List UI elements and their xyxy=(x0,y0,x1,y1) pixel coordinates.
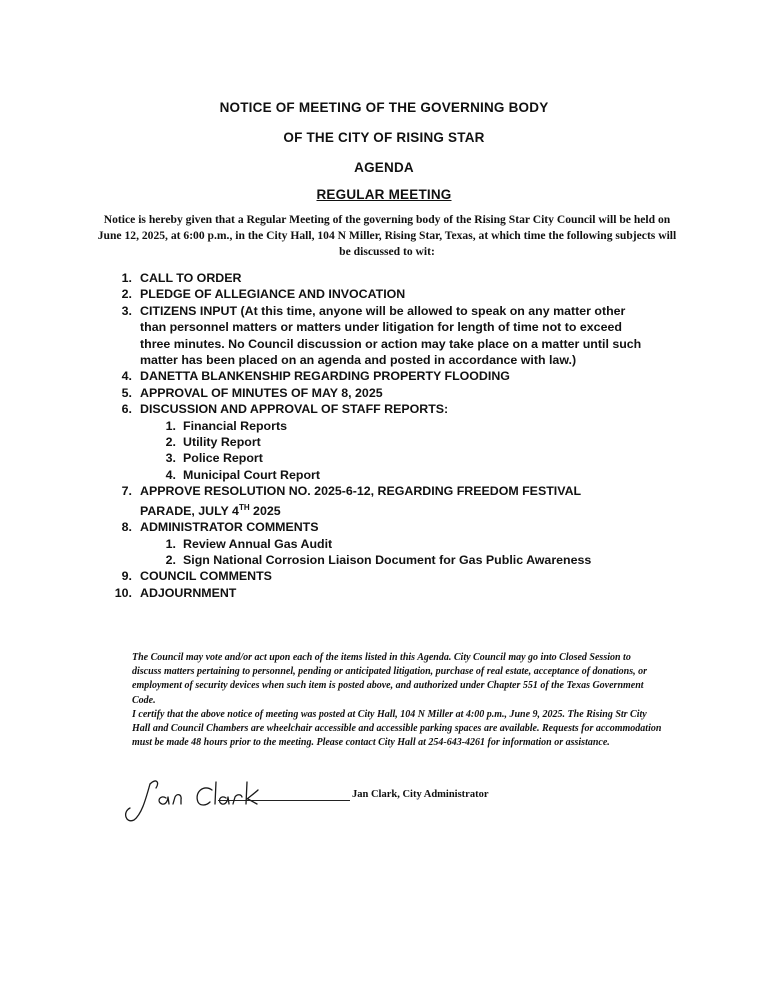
sub-item xyxy=(104,536,664,552)
sub-item xyxy=(104,552,664,568)
agenda-item xyxy=(104,286,664,302)
agenda-item xyxy=(104,568,664,584)
heading-line-2: OF THE CITY OF RISING STAR xyxy=(283,130,485,145)
signatory-name: Jan Clark, City Administrator xyxy=(352,789,489,800)
item-title: ADMINISTRATOR COMMENTS xyxy=(140,520,319,535)
sub-item-number: 4. xyxy=(165,467,176,482)
sub-item-label: Municipal Court Report xyxy=(183,467,320,482)
item-title: CALL TO ORDER xyxy=(140,271,242,285)
item-title: DANETTA BLANKENSHIP REGARDING PROPERTY FLOODING xyxy=(140,369,510,384)
item-number: 3. xyxy=(121,303,132,318)
sub-item-number: 1. xyxy=(165,418,176,433)
item-number: 4. xyxy=(121,369,132,384)
legal-footer xyxy=(132,651,662,750)
sub-item-label: Police Report xyxy=(183,451,263,466)
item-number: 2. xyxy=(121,287,132,302)
agenda-item xyxy=(104,401,664,417)
agenda-list xyxy=(104,270,664,601)
sub-item-number: 3. xyxy=(165,451,176,466)
closed-session-notice: The Council may vote and/or act upon each of the items listed in this Agenda. City Council may go into Closed Session to discuss matters pertaining to personnel, pending or anticipated litigation, purchase of real estate, acceptance of donations, or employment of security devices when such item is posted above, and authorized under Chapter 551 of the Texas Government Code. xyxy=(132,652,648,706)
heading-regular-meeting xyxy=(0,187,768,202)
heading-regular-meeting-text: REGULAR MEETING xyxy=(316,187,452,202)
item-number: 7. xyxy=(121,484,132,499)
agenda-item xyxy=(104,483,664,519)
meeting-notice: Notice is hereby given that a Regular Meeting of the governing body of the Rising Star City Council will be held on June 12, 2025, at 6:00 p.m., in the City Hall, 104 N Miller, Rising Star, Texas, at which time the following subjects will be discussed to wit: xyxy=(97,213,677,258)
sub-item xyxy=(104,418,664,434)
sub-item-number: 2. xyxy=(165,435,176,450)
item-title: APPROVE RESOLUTION NO. 2025-6-12, REGARDING FREEDOM FESTIVAL PARADE, JULY 4 xyxy=(140,484,581,518)
item-title: ADJOURNMENT xyxy=(140,585,237,600)
sub-item-label: Sign National Corrosion Liaison Document for Gas Public Awareness xyxy=(183,553,592,568)
item-number: 8. xyxy=(121,520,132,535)
sub-item xyxy=(104,450,664,466)
sub-item xyxy=(104,467,664,483)
agenda-item xyxy=(104,303,664,369)
item-title-end: 2025 xyxy=(249,503,281,518)
item-title: APPROVAL OF MINUTES OF MAY 8, 2025 xyxy=(140,385,383,400)
sub-item xyxy=(104,434,664,450)
item-number: 6. xyxy=(121,402,132,417)
sub-item-label: Review Annual Gas Audit xyxy=(183,536,333,551)
heading-line-1: NOTICE OF MEETING OF THE GOVERNING BODY xyxy=(219,100,549,115)
item-number: 1. xyxy=(121,271,132,285)
item-title: CITIZENS INPUT xyxy=(140,303,238,318)
sub-item-label: Financial Reports xyxy=(183,418,287,433)
item-number: 9. xyxy=(121,569,132,584)
agenda-item xyxy=(104,519,664,535)
item-number: 5. xyxy=(121,385,132,400)
sub-item-number: 1. xyxy=(165,536,176,551)
agenda-item xyxy=(104,270,664,286)
item-superscript: TH xyxy=(238,502,250,512)
sub-item-number: 2. xyxy=(165,553,176,568)
sub-item-label: Utility Report xyxy=(183,435,261,450)
item-number: 10. xyxy=(114,585,132,600)
item-title: DISCUSSION AND APPROVAL OF STAFF REPORTS: xyxy=(140,402,449,417)
heading-agenda: AGENDA xyxy=(354,160,414,175)
item-title: PLEDGE OF ALLEGIANCE AND INVOCATION xyxy=(140,287,406,302)
item-title: COUNCIL COMMENTS xyxy=(140,569,272,584)
agenda-item xyxy=(104,385,664,401)
agenda-item xyxy=(104,368,664,384)
posting-certification: I certify that the above notice of meeting was posted at City Hall, 104 N Miller at 4:00 p.m., June 9, 2025. The Rising Str City Hall and Council Chambers are wheelchair accessible and accessible parking spaces are available. Requests for accommodation must be made 48 hours prior to the meeting. Please contact City Hall at 254-643-4261 for information or assistance. xyxy=(132,708,662,749)
signature-line xyxy=(218,800,350,801)
item-description: (At this time, anyone will be allowed to speak on any matter other than personnel matters or matters under litigation for length of time not to exceed three minutes. No Council discussion or action may take place on a matter until such matter has been placed on an agenda and posted in accordance with law.) xyxy=(140,303,642,368)
agenda-item xyxy=(104,585,664,601)
